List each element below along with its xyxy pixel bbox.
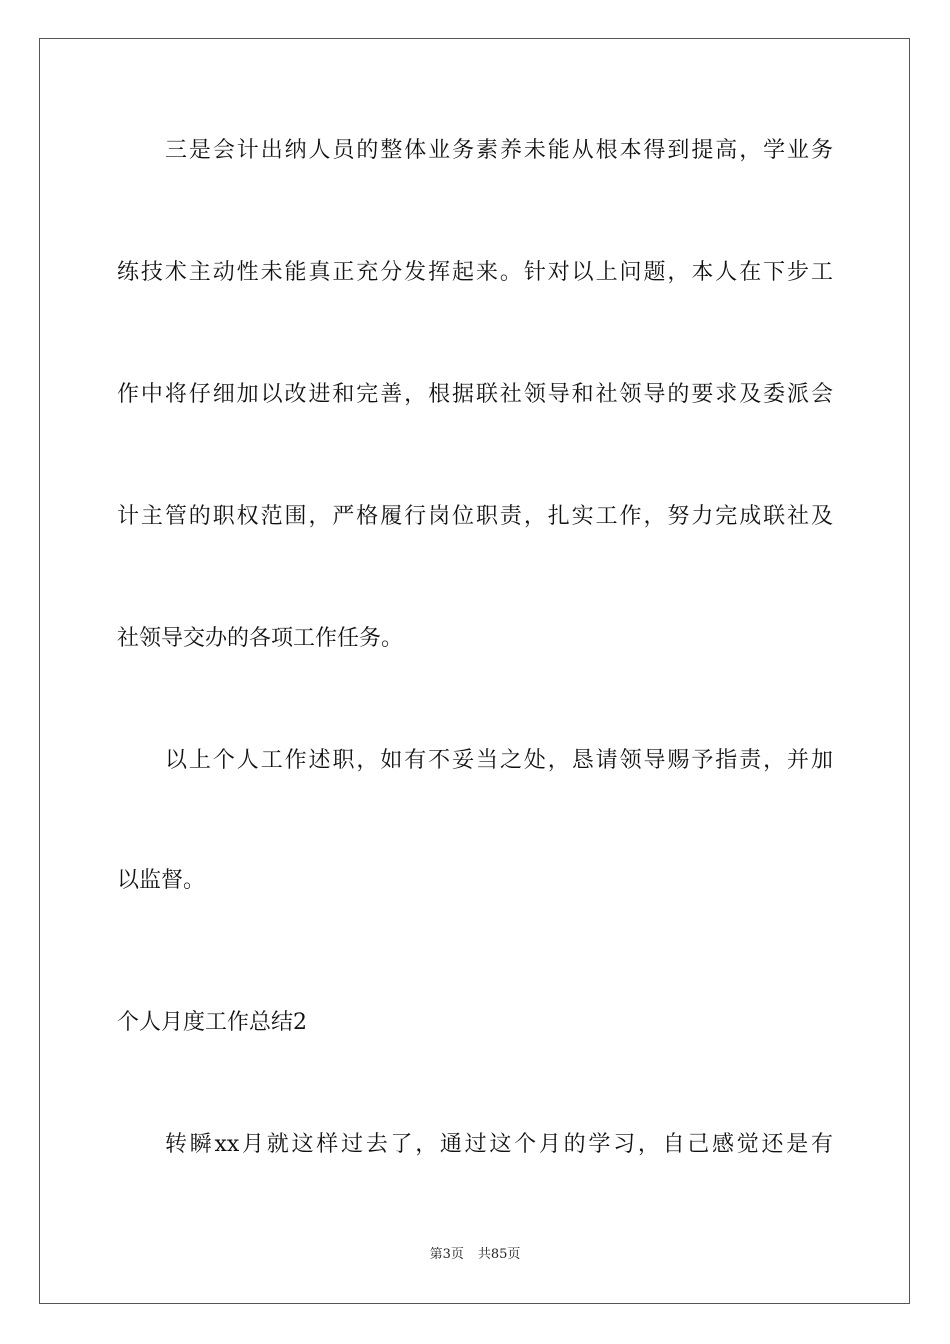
paragraph-line: 社领导交办的各项工作任务。 bbox=[117, 626, 404, 651]
paragraph-line: 作中将仔细加以改进和完善，根据联社领导和社领导的要求及委派会 bbox=[117, 382, 833, 407]
page-number: 第3页 bbox=[429, 1247, 464, 1262]
section-heading: 个人月度工作总结2 bbox=[117, 1010, 307, 1035]
paragraph-line: 以上个人工作述职，如有不妥当之处，恳请领导赐予指责，并加 bbox=[165, 748, 833, 773]
paragraph-line: 练技术主动性未能真正充分发挥起来。针对以上问题，本人在下步工 bbox=[117, 260, 833, 285]
paragraph-line: 计主管的职权范围，严格履行岗位职责，扎实工作，努力完成联社及 bbox=[117, 504, 833, 529]
paragraph-line: 以监督。 bbox=[117, 868, 206, 893]
paragraph-line: 三是会计出纳人员的整体业务素养未能从根本得到提高，学业务 bbox=[165, 138, 833, 163]
page-border bbox=[39, 38, 910, 1304]
paragraph-line: 转瞬xx月就这样过去了，通过这个月的学习，自己感觉还是有 bbox=[165, 1132, 833, 1157]
page-total: 共85页 bbox=[477, 1247, 521, 1262]
page-footer bbox=[0, 1246, 950, 1264]
